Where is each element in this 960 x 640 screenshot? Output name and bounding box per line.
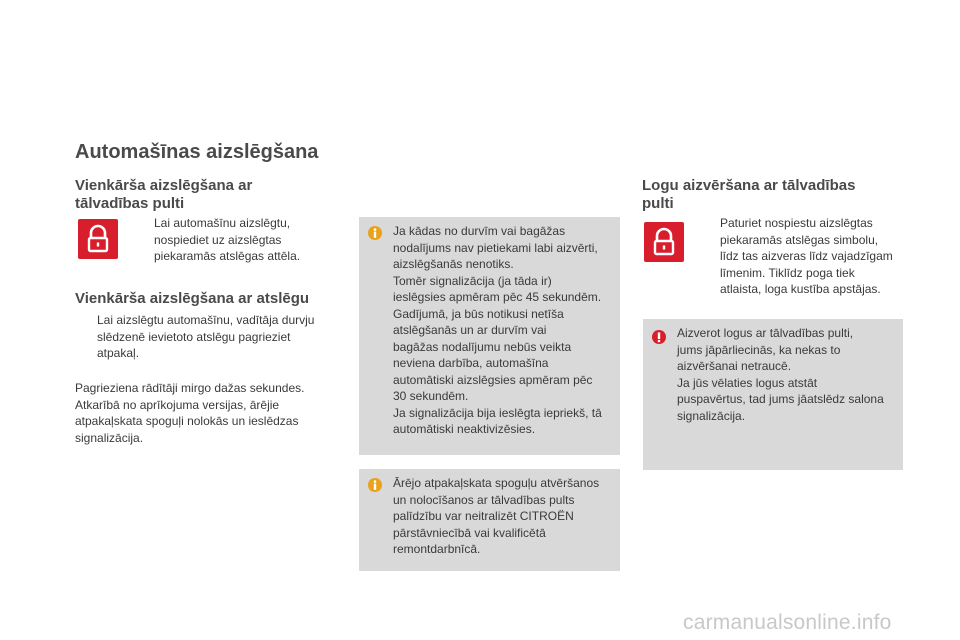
bullet-line: nospiediet uz aizslēgtas: [154, 232, 282, 247]
bullet-text: [154, 215, 300, 265]
warning-panel-windows: [643, 319, 903, 470]
lock-button[interactable]: [78, 219, 118, 259]
bullet-key-lock: [75, 312, 345, 364]
panel-line: remontdarbnīcā.: [393, 542, 481, 556]
panel-line: Ja kādas no durvīm vai bagāžas: [393, 224, 566, 238]
heading-line: Logu aizvēršana ar tālvadības: [642, 177, 856, 194]
panel-line: un nolocīšanos ar tālvadības pults: [393, 492, 575, 507]
bullet-line: Lai aizslēgtu automašīnu, vadītāja durvju: [97, 313, 315, 327]
panel-line: puspavērtus, tad jums jāatslēdz salona: [677, 392, 884, 406]
bullet-line: slēdzenē ievietoto atslēgu pagrieziet: [97, 329, 291, 344]
panel-line: nodalījums nav pietiekami labi aizvērti,: [393, 240, 598, 255]
warning-exclamation-icon: [651, 329, 667, 347]
bullet-line: līmenim. Tiklīdz poga tiek: [720, 265, 855, 280]
page-title: Automašīnas aizslēgšana: [75, 141, 319, 163]
panel-line: 30 sekundēm.: [393, 389, 469, 403]
panel-line: neviena darbība, automašīna: [393, 356, 549, 370]
panel-line: bagāžas nodalījumu nebūs veikta: [393, 339, 572, 354]
heading-line: pulti: [642, 195, 674, 212]
bullet-line: līdz tas aizveras līdz vajadzīgam: [720, 249, 893, 263]
bullet-windows-close: [698, 215, 908, 300]
watermark: carmanualsonline.info: [683, 611, 892, 634]
bullet-remote-lock: [132, 215, 332, 267]
info-panel-text: [393, 223, 602, 438]
bullet-text: [97, 312, 314, 362]
paragraph-line: Atkarībā no aprīkojuma versijas, ārējie: [75, 397, 280, 412]
info-icon: [367, 225, 383, 243]
panel-line: automātiski aizslēgsies apmēram pēc: [393, 372, 593, 387]
panel-line: automātiski neaktivizēsies.: [393, 422, 536, 436]
section-heading-key: Vienkārša aizslēgšana ar atslēgu: [75, 290, 310, 307]
lock-button[interactable]: [644, 222, 684, 262]
section-heading-remote: [75, 177, 252, 213]
panel-line: palīdzību var neitralizēt CITROËN: [393, 509, 574, 523]
bullet-line: atlaista, loga kustība apstājas.: [720, 282, 881, 296]
paragraph-line: atpakaļskata spoguļi nolokās un ieslēdzas: [75, 414, 299, 428]
bullet-line: piekaramās atslēgas simbolu,: [720, 232, 879, 247]
bullet-line: piekaramās atslēgas attēla.: [154, 249, 301, 263]
paragraph-line: Pagrieziena rādītāji mirgo dažas sekundes.: [75, 381, 305, 395]
panel-line: Aizverot logus ar tālvadības pulti,: [677, 326, 854, 340]
panel-line: signalizācija.: [677, 408, 746, 423]
panel-line: Gadījumā, ja būs notikusi netīša: [393, 306, 564, 321]
paragraph-line: signalizācija.: [75, 430, 144, 445]
panel-line: atslēgšanās un ar durvīm vai: [393, 323, 547, 337]
bullet-text: [720, 215, 893, 298]
warning-panel-text: [677, 325, 884, 424]
info-panel-doors: [359, 217, 620, 455]
panel-line: aizslēgšanās nenotiks.: [393, 257, 514, 271]
heading-line: tālvadības pulti: [75, 195, 185, 212]
bullet-line: Paturiet nospiestu aizslēgtas: [720, 216, 873, 230]
bullet-line: Lai automašīnu aizslēgtu,: [154, 216, 291, 230]
panel-line: Ja jūs vēlaties logus atstāt: [677, 375, 818, 390]
panel-line: Ārējo atpakaļskata spoguļu atvēršanos: [393, 476, 600, 490]
panel-line: Tomēr signalizācija (ja tāda ir): [393, 273, 552, 288]
info-icon: [367, 477, 383, 495]
key-lock-paragraph: [75, 380, 304, 446]
padlock-closed-icon: [644, 222, 684, 262]
panel-line: jums jāpārliecinās, ka nekas to: [677, 342, 841, 357]
heading-line: Vienkārša aizslēgšana ar: [75, 177, 253, 194]
bullet-line: atpakaļ.: [97, 346, 140, 360]
section-heading-windows: [642, 177, 855, 213]
panel-line: Ja signalizācija bija ieslēgta iepriekš, tā: [393, 405, 602, 420]
panel-line: ieslēgsies apmēram pēc 45 sekundēm.: [393, 290, 602, 304]
padlock-closed-icon: [78, 219, 118, 259]
panel-line: aizvēršanai netraucē.: [677, 359, 792, 373]
info-panel-text: [393, 475, 599, 558]
panel-line: pārstāvniecībā vai kvalificētā: [393, 525, 546, 540]
info-panel-mirrors: [359, 469, 620, 571]
